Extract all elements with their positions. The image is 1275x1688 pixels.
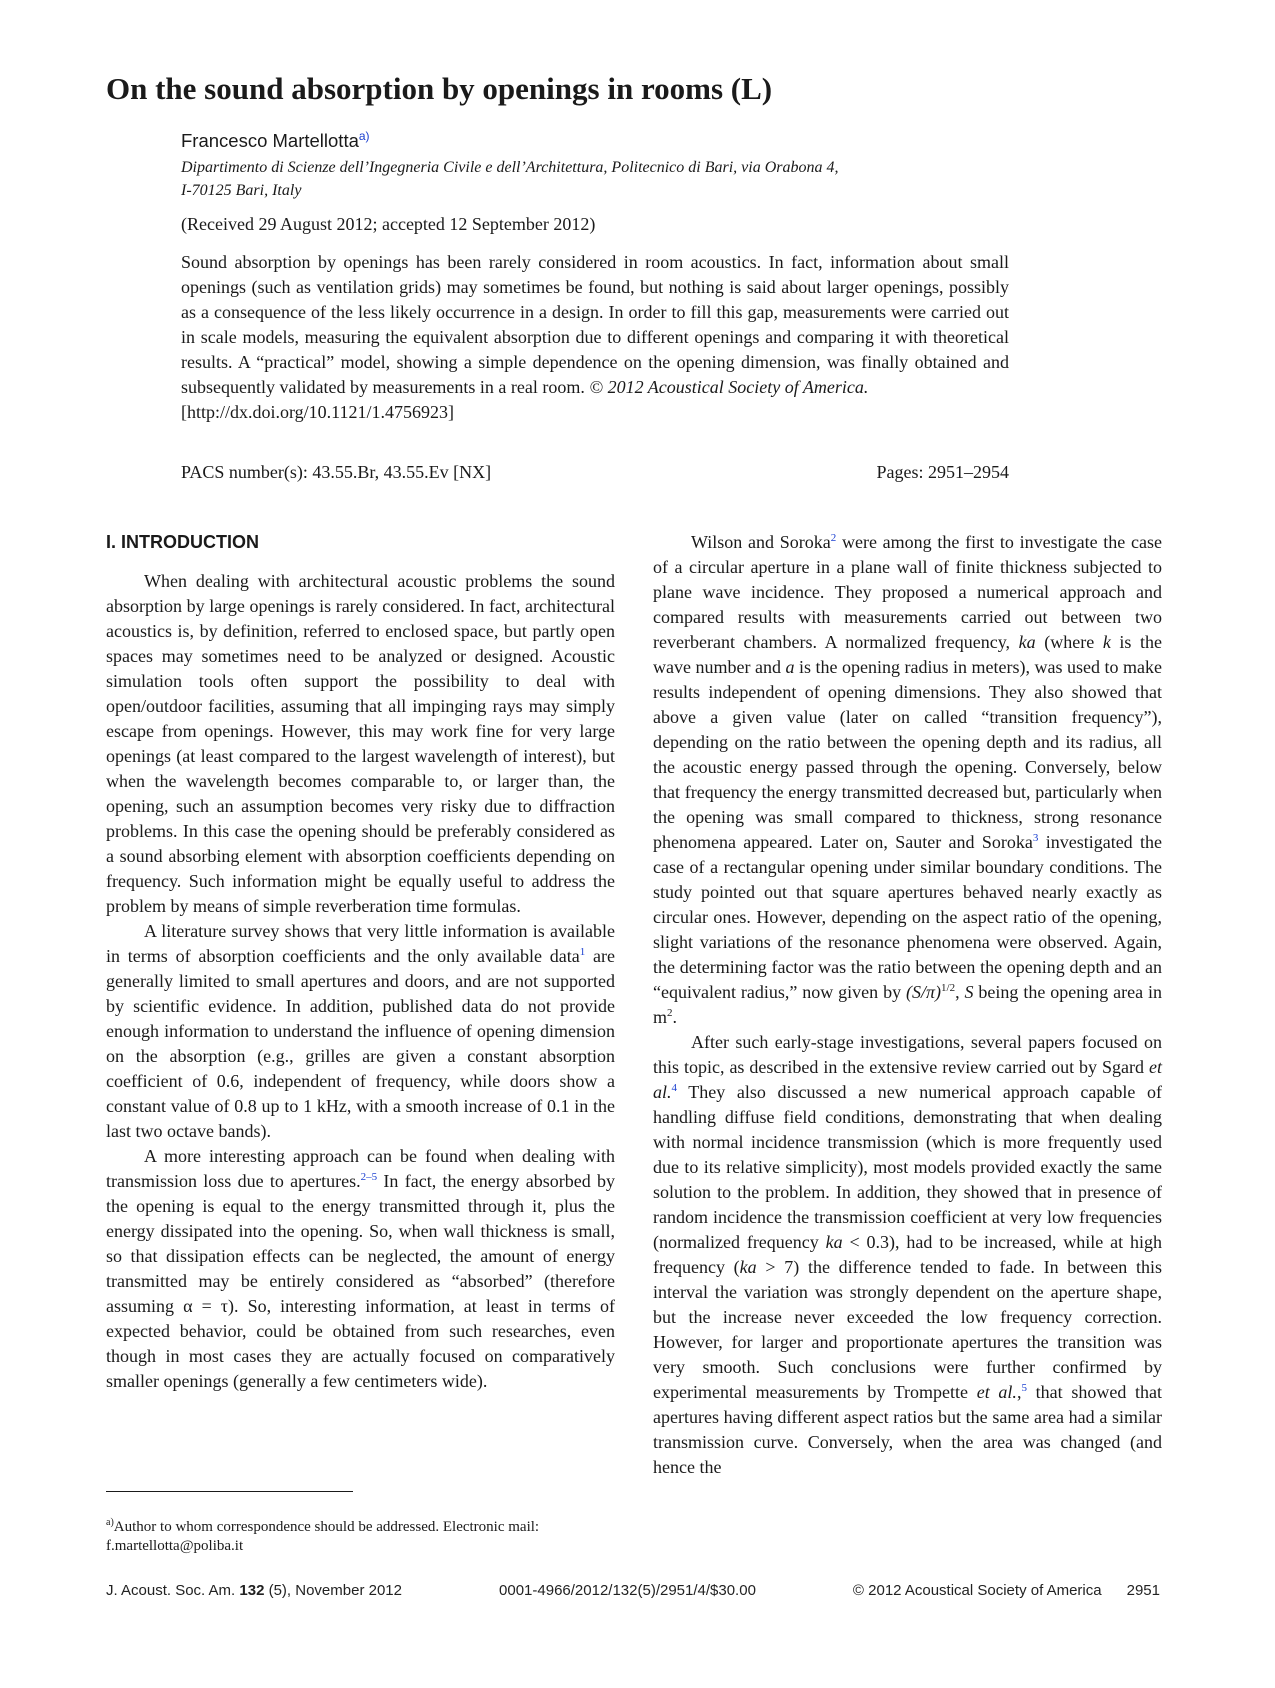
abstract [181, 250, 1009, 425]
var-k: k [1102, 632, 1111, 652]
right-column [653, 530, 1162, 1480]
et-al-1: et al. [653, 1057, 1162, 1102]
affiliation-line-2: I-70125 Bari, Italy [181, 182, 302, 199]
r-p1-d: is the wave number and [653, 632, 1162, 677]
r-p2-d: that showed that apertures having different aspect ratios but the same area had a similar transmission curve. Conversely, when the area was changed (and hence the [653, 1382, 1163, 1477]
r-p1-e: is the opening radius in meters), was used to make results independent of opening dimensions. They also showed that above a given value (later on called “transition frequency”), depending on the ratio between the opening depth and its radius, all the acoustic energy passed through the opening. Conversely, below that frequency the energy transmitted decreased but, particularly when the opening was small compared to thickness, strong resonance phenomena appeared. Later on, Sauter and Soroka [653, 657, 1162, 852]
unit-exponent: 2 [667, 1007, 673, 1019]
r-p1-g: , [955, 982, 965, 1002]
r-p2-c: , [1016, 1382, 1022, 1402]
paper-title: On the sound absorption by openings in rooms (L) [106, 71, 773, 106]
r-p1-c: (where [1035, 632, 1103, 652]
left-column [106, 530, 615, 1394]
ref-link-2-5[interactable]: 2–5 [360, 1171, 378, 1183]
pacs-numbers: PACS number(s): 43.55.Br, 43.55.Ev [NX] [181, 462, 492, 482]
r-p1-f: investigated the case of a rectangular opening under similar boundary conditions. The study pointed out that square apertures behaved nearly exactly as circular ones. However, depending on the aspect ratio of the opening, slight variations of the resonance phenomena were observed. Again, the determining factor was the ratio between the opening depth and an “equivalent radius,” now given by [653, 832, 1163, 1002]
footer-page-number: 2951 [1126, 1582, 1160, 1599]
formula-exponent: 1/2 [941, 982, 956, 994]
right-paragraph-1 [653, 530, 1162, 1030]
received-dates: (Received 29 August 2012; accepted 12 September 2012) [181, 214, 596, 234]
author-line [181, 129, 370, 152]
var-ka-1: ka [825, 1232, 843, 1252]
footer-right [853, 1582, 1160, 1599]
r-p1-i: . [672, 1007, 678, 1027]
ref-link-1[interactable]: 1 [579, 946, 586, 958]
pacs-row [181, 462, 1009, 483]
ref-link-3[interactable]: 3 [1032, 832, 1039, 844]
intro-p3-text-b: In fact, the energy absorbed by the opening is equal to the energy transmitted through it, plus the energy dissipated into the opening. So, when wall thickness is small, so that dissipation effects can be neglected, the amount of energy transmitted may be entirely considered as “absorbed” (therefore assuming α = τ). So, interesting information, at least in terms of expected behavior, could be obtained from such researches, even though in most cases they are actually focused on comparatively smaller openings (generally a few centimeters wide). [106, 1171, 615, 1391]
affiliation [181, 156, 971, 202]
footnote-line-1: Author to whom correspondence should be addressed. Electronic mail: [113, 1519, 540, 1535]
et-al-2: et al. [976, 1382, 1017, 1402]
section-heading-introduction: I. INTRODUCTION [106, 532, 259, 552]
footer-journal [106, 1582, 402, 1599]
var-ka: ka [1018, 632, 1036, 652]
r-p1-h: being the opening area in m [653, 982, 1163, 1027]
abstract-copyright: © 2012 Acoustical Society of America. [589, 377, 869, 397]
footnote [106, 1513, 615, 1556]
page-footer [106, 1582, 1160, 1599]
ref-link-4[interactable]: 4 [671, 1082, 678, 1094]
intro-paragraph-3 [106, 1144, 615, 1394]
author-note-link[interactable]: a) [358, 129, 370, 143]
r-p2-a: After such early-stage investigations, several papers focused on this topic, as described in the extensive review carried out by Sgard [653, 1032, 1162, 1077]
footer-issn: 0001-4966/2012/132(5)/2951/4/$30.00 [499, 1582, 756, 1599]
intro-paragraph-2 [106, 919, 615, 1144]
footnote-rule [106, 1491, 353, 1492]
footer-volume: 132 [239, 1582, 265, 1599]
intro-p3-text-a: A more interesting approach can be found when dealing with transmission loss due to apertures. [106, 1146, 615, 1191]
r-p1-a: Wilson and Soroka [691, 532, 831, 552]
footer-journal-a: J. Acoust. Soc. Am. [106, 1582, 240, 1599]
footer-journal-b: (5), November 2012 [264, 1582, 402, 1599]
formula-s-over-pi: (S/π) [906, 982, 942, 1002]
r-p2-lt: < 0.3), had to be increased, while at high frequency ( [653, 1232, 1162, 1277]
author-name: Francesco Martellotta [181, 130, 359, 151]
var-s: S [964, 982, 974, 1002]
abstract-text: Sound absorption by openings has been rarely considered in room acoustics. In fact, information about small openings (such as ventilation grids) may sometimes be found, but nothing is said about larger openings, possibly as a consequence of the less likely occurrence in a design. In order to fill this gap, measurements were carried out in scale models, measuring the equivalent absorption due to different openings and comparing it with theoretical results. A “practical” model, showing a simple dependence on the opening dimension, was finally obtained and subsequently validated by measurements in a real room. [181, 252, 1009, 397]
intro-p2-text-b: are generally limited to small apertures and doors, and are not supported by scientific evidence. In addition, published data do not provide enough information to understand the influence of opening dimension on the absorption (e.g., grilles are given a constant absorption coefficient of 0.6, independent of frequency, while doors show a constant value of 0.8 up to 1 kHz, with a smooth increase of 0.1 in the last two octave bands). [106, 946, 615, 1141]
var-ka-2: ka [739, 1257, 757, 1277]
footnote-email[interactable]: f.martellotta@poliba.it [106, 1538, 244, 1554]
intro-paragraph-1: When dealing with architectural acoustic problems the sound absorption by large openings is rarely considered. In fact, architectural acoustics is, by definition, referred to enclosed space, but partly open spaces may sometimes need to be analyzed or designed. Acoustic simulation tools often support the possibility to deal with open/outdoor facilities, assuming that all impinging rays may simply escape from openings. However, this may work fine for very large openings (at least compared to the largest wavelength of interest), but when the wavelength becomes comparable to, or larger than, the opening, such an assumption becomes very risky due to diffraction problems. In this case the opening should be preferably considered as a sound absorbing element with absorption coefficients depending on frequency. Such information might be equally useful to address the problem by means of simple reverberation time formulas. [106, 571, 615, 916]
r-p2-gt: > 7) the difference tended to fade. In between this interval the variation was strongly dependent on the aperture shape, but the increase never exceeded the low frequency correction. However, for larger and proportionate apertures the transition was very smooth. Such conclusions were further confirmed by experimental measurements by Trompette [653, 1257, 1162, 1402]
footer-society: © 2012 Acoustical Society of America [852, 1582, 1102, 1599]
page-range: Pages: 2951–2954 [876, 462, 1009, 482]
ref-link-2[interactable]: 2 [830, 532, 837, 544]
right-paragraph-2 [653, 1030, 1162, 1480]
var-a: a [785, 657, 795, 677]
r-p2-b: They also discussed a new numerical approach capable of handling diffuse field conditions, demonstrating that when dealing with normal incidence transmission (which is more frequently used due to its relative simplicity), most models provided exactly the same solution to the problem. In addition, they showed that in presence of random incidence the transmission coefficient at very low frequencies (normalized frequency [653, 1082, 1162, 1252]
r-p1-b: were among the first to investigate the case of a circular aperture in a plane wall of finite thickness subjected to plane wave incidence. They proposed a numerical approach and compared results with measurements carried out between two reverberant chambers. A normalized frequency, [653, 532, 1162, 652]
ref-link-5[interactable]: 5 [1021, 1382, 1027, 1394]
doi-link[interactable]: [http://dx.doi.org/10.1121/1.4756923] [181, 402, 454, 422]
intro-p2-text-a: A literature survey shows that very little information is available in terms of absorption coefficients and the only available data [106, 921, 615, 966]
affiliation-line-1: Dipartimento di Scienze dell’Ingegneria Civile e dell’Architettura, Politecnico di Bari, via Orabona 4, [181, 159, 839, 176]
footnote-mark: a) [106, 1517, 114, 1528]
